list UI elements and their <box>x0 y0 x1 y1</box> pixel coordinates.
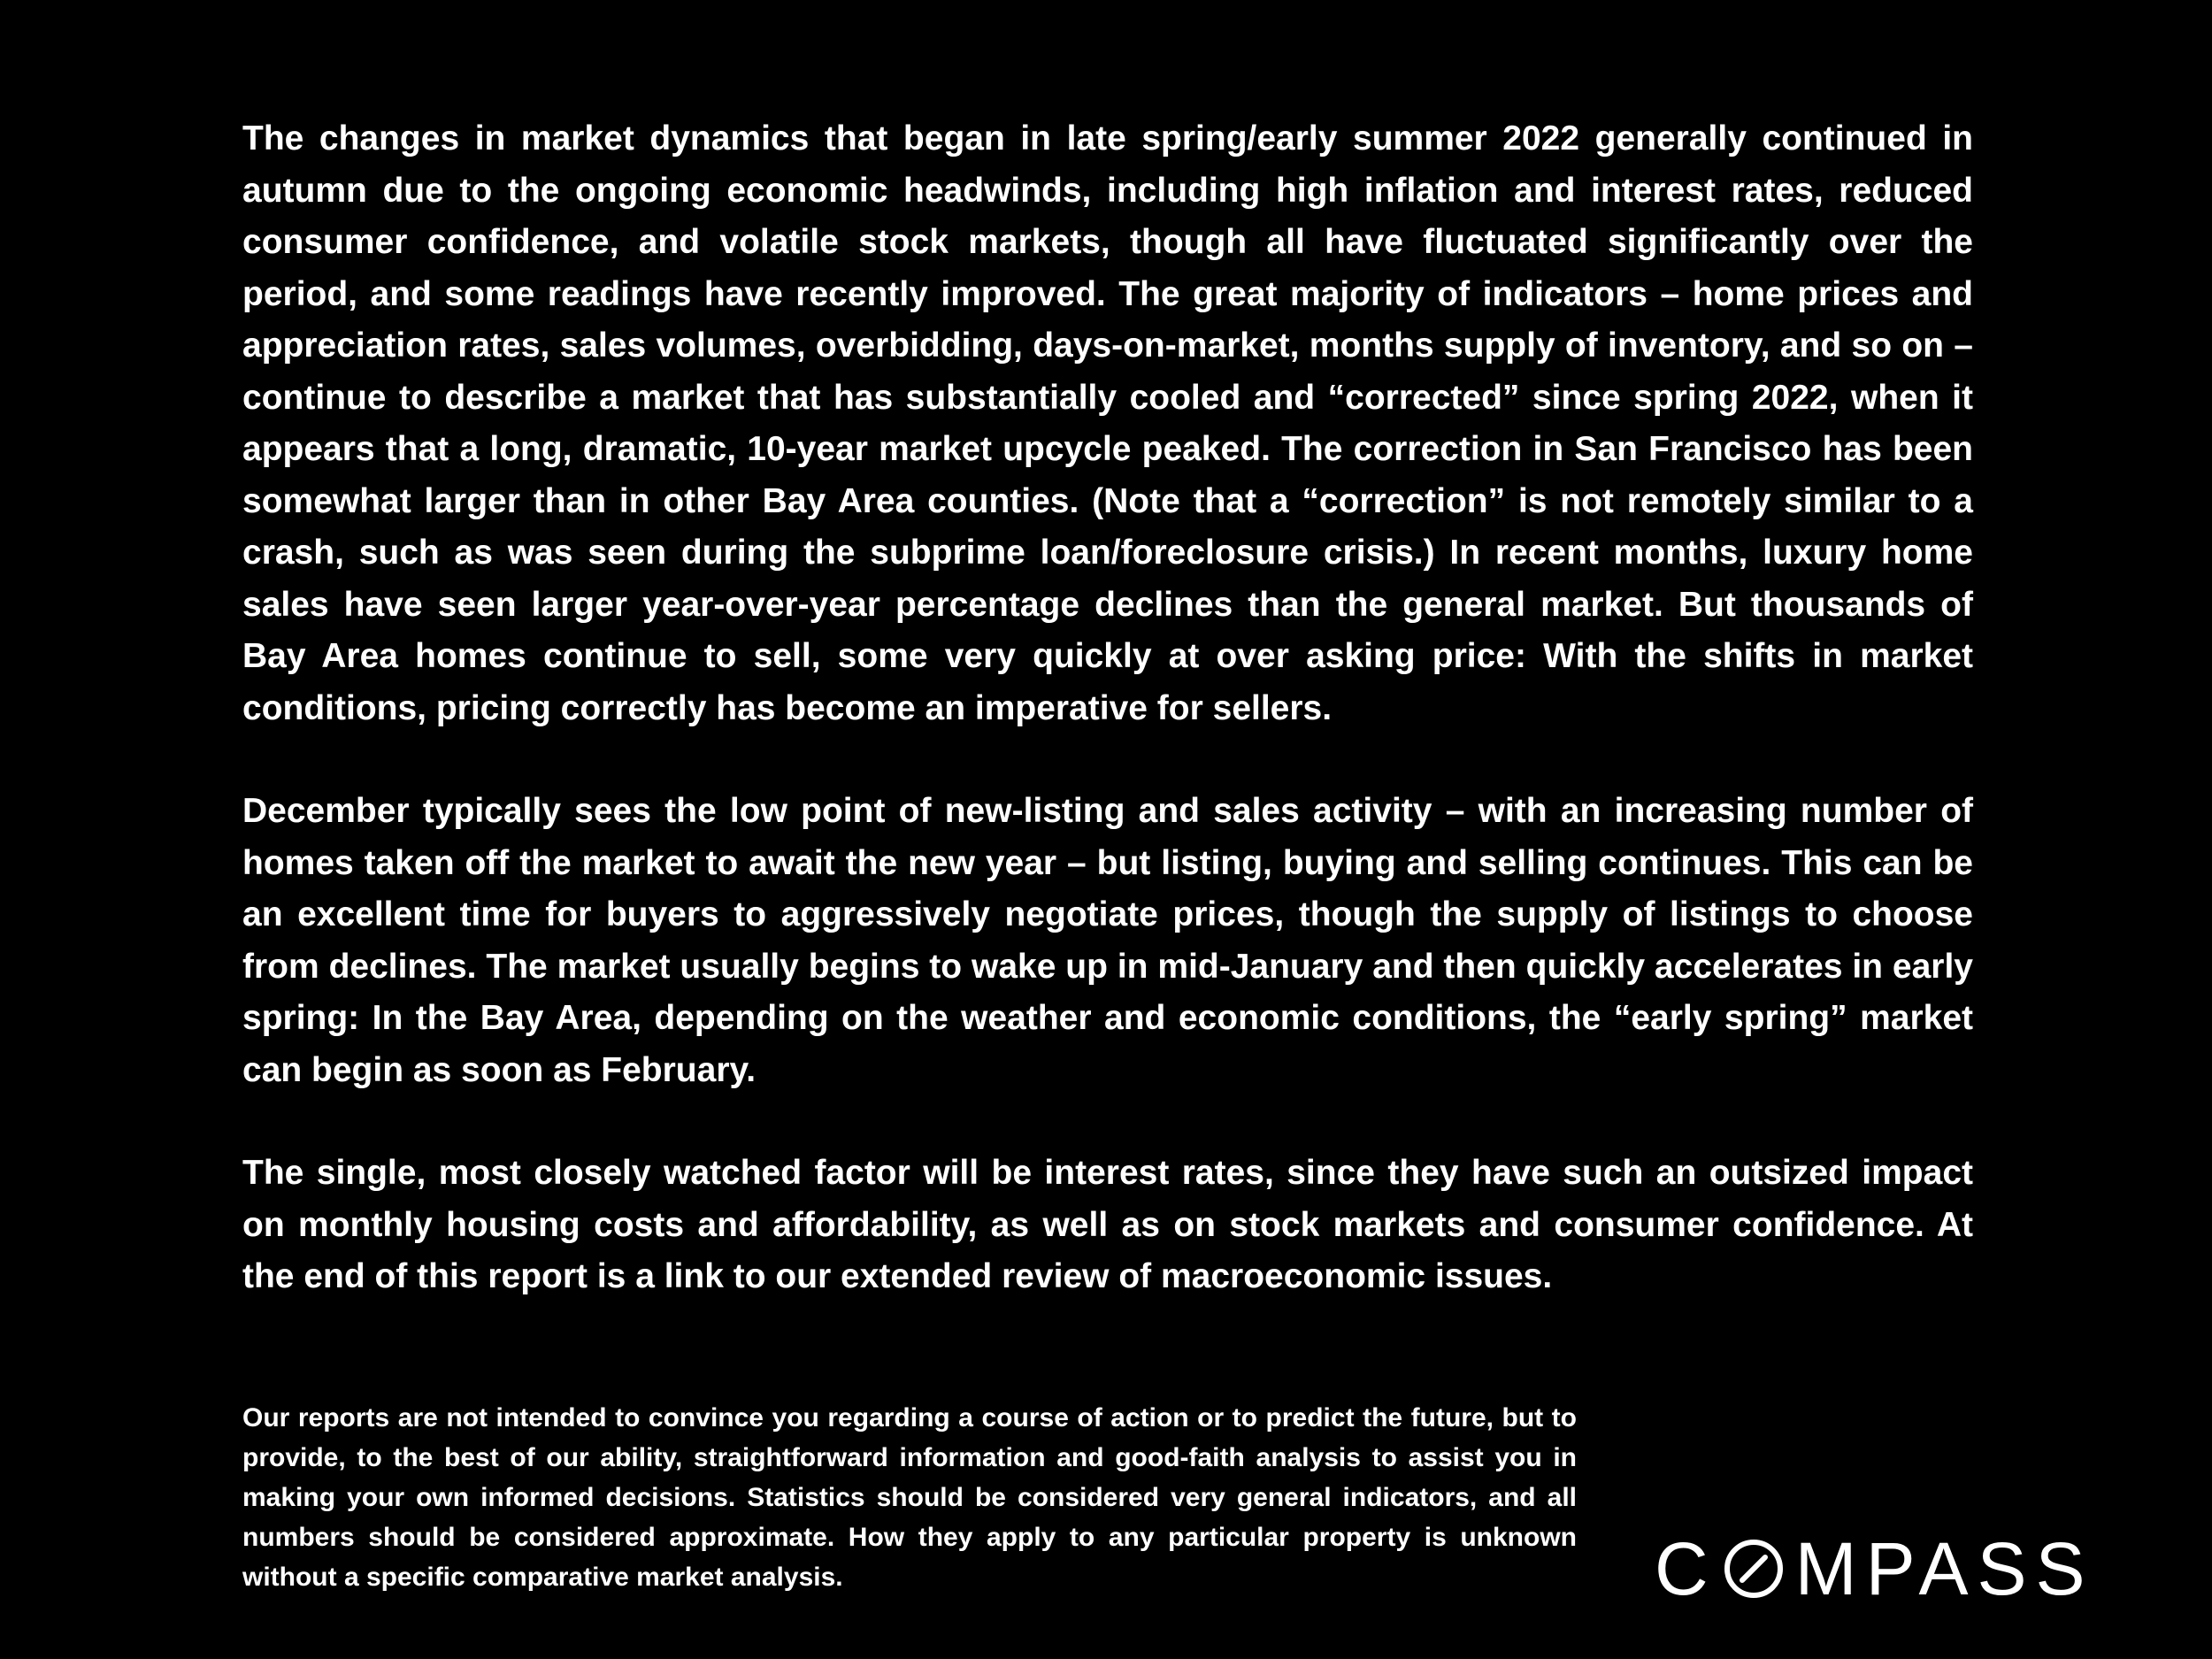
paragraph-december-activity: December typically sees the low point of new-listing and sales activity – with an increasing number of homes taken off the market to await the new year – but listing, buying and selling continues. This can be an excellent time for buyers to aggressively negotiate prices, though the supply of listings to choose from declines. The market usually begins to wake up in mid-January and then quickly accelerates in early spring: In the Bay Area, depending on the weather and economic conditions, the “early spring” market can begin as soon as February. <box>242 792 1973 1089</box>
compass-logo <box>1655 1526 2094 1610</box>
logo-letters-tail: MPASS <box>1794 1526 2094 1610</box>
paragraph-interest-rates: The single, most closely watched factor will be interest rates, since they have such an outsized impact on monthly housing costs and affordability, as well as on stock markets and consumer confidence. At the end of this report is a link to our extended review of macroeconomic issues. <box>242 1154 1973 1295</box>
paragraph-market-dynamics: The changes in market dynamics that began in late spring/early summer 2022 generally continued in autumn due to the ongoing economic headwinds, including high inflation and interest rates, reduced consumer confidence, and volatile stock markets, though all have fluctuated significantly over the period, and some readings have recently improved. The great majority of indicators – home prices and appreciation rates, sales volumes, overbidding, days-on-market, months supply of inventory, and so on – continue to describe a market that has substantially cooled and “corrected” since spring 2022, when it appears that a long, dramatic, 10-year market upcycle peaked. The correction in San Francisco has been somewhat larger than in other Bay Area counties. (Note that a “correction” is not remotely similar to a crash, such as was seen during the subprime loan/foreclosure crisis.) In recent months, luxury home sales have seen larger year-over-year percentage declines than the general market. But thousands of Bay Area homes continue to sell, some very quickly at over asking price: With the shifts in market conditions, pricing correctly has become an imperative for sellers. <box>242 119 1973 727</box>
disclaimer-text: Our reports are not intended to convince you regarding a course of action or to predict the future, but to provide, to the best of our ability, straightforward information and good-faith analysis to assist you in making your own informed decisions. Statistics should be considered very general indicators, and all numbers should be considered approximate. How they apply to any particular property is unknown without a specific comparative market analysis. <box>242 1403 1577 1592</box>
compass-o-icon <box>1723 1538 1785 1600</box>
main-text-body <box>242 113 1973 1303</box>
logo-letters-lead: C <box>1655 1526 1717 1610</box>
